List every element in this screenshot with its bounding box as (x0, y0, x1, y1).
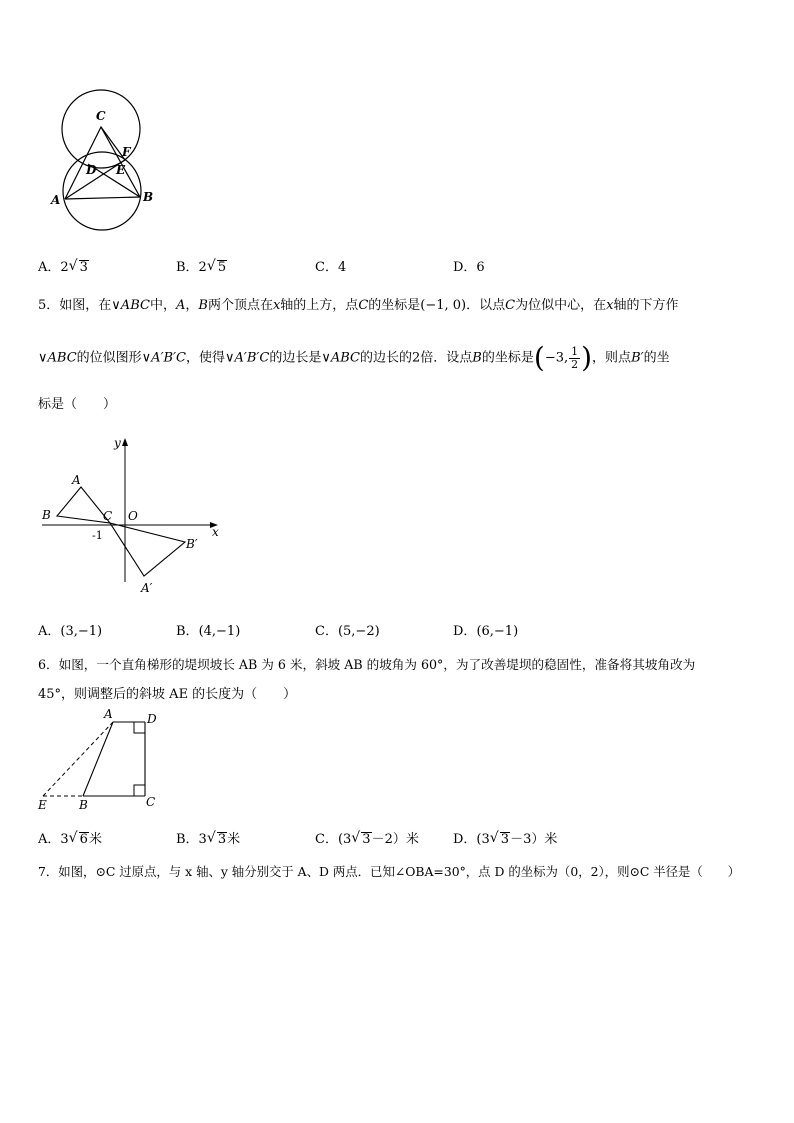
label-C: C (96, 109, 106, 123)
label-E: E (116, 163, 126, 177)
label-B-prime: B′ (186, 537, 198, 551)
q6-option-d[interactable]: D．(3√ 3－3）米 (453, 828, 557, 847)
label-A-prime: A′ (141, 581, 153, 595)
q6-option-c[interactable]: C．(3√ 3－2）米 (315, 828, 419, 847)
q6-line-2: 45°，则调整后的斜坡 AE 的长度为（ ） (38, 687, 297, 702)
q5-line-1: 5．如图，在∨ABC中，A，B两个顶点在x轴的上方，点C的坐标是(−1, 0)．以点C为位似中心，在x轴的下方作 (38, 298, 679, 313)
label-C: C (103, 509, 113, 523)
q5-line-2: ∨ABC的位似图形∨A′B′C，使得∨A′B′C的边长是∨ABC的边长的2倍．设点B的坐标是(−3, $\frac{1}{2}$ )，则点B′的坐 (38, 341, 670, 374)
figure-q6-trapezoid (34, 706, 174, 811)
label-x: x (212, 525, 219, 539)
q6-option-a[interactable]: A．3√ 6米 (38, 828, 102, 847)
label-F: F (122, 145, 131, 159)
q6-line-1: 6．如图，一个直角梯形的堤坝坡长 AB 为 6 米，斜坡 AB 的坡角为 60°，为了改善堤坝的稳固性，准备将其坡角改为 (38, 657, 696, 672)
q6-option-b[interactable]: B．3√ 3米 (176, 828, 240, 847)
q4-option-c[interactable]: C．4 (315, 260, 347, 275)
label-D: D (147, 712, 157, 726)
label-B: B (42, 508, 51, 522)
q5-option-c[interactable]: C．(5,−2) (315, 624, 380, 639)
label-B: B (143, 190, 154, 204)
q5-line-3: 标是（ ） (38, 397, 117, 412)
label-minus-1: -1 (92, 529, 103, 542)
label-A: A (72, 473, 81, 487)
figure-q4-circles (40, 82, 170, 232)
q4-option-a[interactable]: A．2√ 3 (38, 256, 89, 275)
label-B: B (79, 798, 88, 811)
label-O: O (128, 509, 138, 523)
figure-q5-coordinate (34, 432, 234, 602)
label-A: A (51, 193, 61, 207)
label-C: C (146, 795, 156, 809)
q4-option-d[interactable]: D．6 (453, 260, 485, 275)
q5-option-d[interactable]: D．(6,−1) (453, 624, 519, 639)
q5-option-b[interactable]: B．(4,−1) (176, 624, 241, 639)
label-y: y (114, 436, 121, 450)
q5-option-a[interactable]: A．(3,−1) (38, 624, 103, 639)
label-D: D (86, 163, 97, 177)
label-E: E (38, 798, 47, 811)
label-A: A (104, 707, 113, 721)
q4-option-b[interactable]: B．2√ 5 (176, 256, 227, 275)
q7-line-1: 7．如图，⊙C 过原点，与 x 轴、y 轴分别交于 A、D 两点．已知∠OBA=30°，点 D 的坐标为（0，2），则⊙C 半径是（ ） (38, 864, 740, 879)
